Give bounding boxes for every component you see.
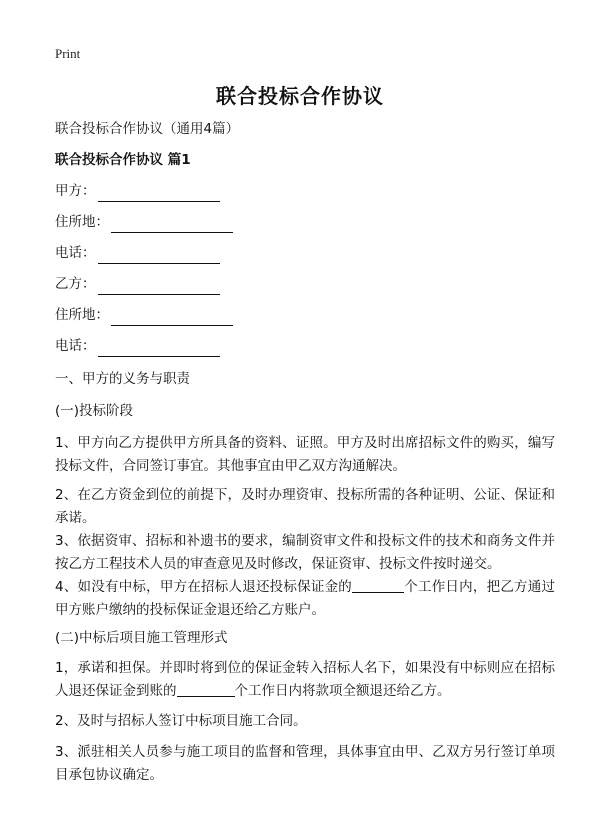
paragraph-5-part-1: 1，承诺和担保。并即时将到位的保证金转入招标人名下，如果没有中标则应在招标人退还保证金到账的 [55, 660, 555, 699]
field-label: 电话： [55, 338, 96, 354]
document-subtitle: 联合投标合作协议（通用4篇） [55, 121, 240, 137]
field-label: 乙方： [55, 276, 96, 292]
blank-line [111, 218, 233, 233]
paragraph-5 [55, 657, 555, 703]
document-title: 联合投标合作协议 [216, 84, 384, 108]
blank-line [98, 280, 220, 295]
field-party-b [55, 273, 220, 295]
paragraph-4 [55, 576, 555, 622]
field-address-b [55, 304, 233, 326]
field-party-a [55, 180, 220, 202]
paragraph-7: 3、派驻相关人员参与施工项目的监督和管理，具体事宜由甲、乙双方另行签订单项目承包协议确定。 [55, 744, 555, 783]
heading-post-award: (二)中标后项目施工管理形式 [55, 630, 228, 646]
blank-line [111, 311, 233, 326]
paragraph-2: 2、在乙方资金到位的前提下，及时办理资审、投标所需的各种证明、公证、保证和承诺。 [55, 487, 555, 526]
blank-line [98, 249, 220, 264]
blank-line [177, 682, 235, 697]
field-address-a [55, 211, 233, 233]
field-label: 住所地： [55, 307, 109, 323]
paragraph-6: 2、及时与招标人签订中标项目施工合同。 [55, 713, 307, 729]
paragraph-4-part-1: 4、如没有中标，甲方在招标人退还投标保证金的 [55, 579, 353, 595]
paragraph-1: 1、甲方向乙方提供甲方所具备的资料、证照。甲方及时出席招标文件的购买，编写投标文件，合同签订事宜。其他事宜由甲乙双方沟通解决。 [55, 435, 555, 474]
field-label: 住所地： [55, 214, 109, 230]
paragraph-4-part-2: 个工作日内，把乙方通过甲方账户缴纳的投标保证金退还给乙方账户。 [55, 579, 555, 618]
section-title: 联合投标合作协议 篇1 [55, 152, 191, 168]
heading-obligations: 一、甲方的义务与职责 [55, 371, 190, 387]
field-label: 电话： [55, 245, 96, 261]
print-label: Print [55, 46, 81, 61]
paragraph-5-part-2: 个工作日内将款项全额退还给乙方。 [234, 683, 451, 699]
paragraph-3: 3、依据资审、招标和补遗书的要求，编制资审文件和投标文件的技术和商务文件并按乙方工程技术人员的审查意见及时修改，保证资审、投标文件按时递交。 [55, 533, 555, 572]
field-phone-b [55, 335, 220, 357]
blank-line [352, 578, 404, 593]
heading-bidding-stage: (一)投标阶段 [55, 403, 134, 419]
blank-line [98, 342, 220, 357]
blank-line [98, 187, 220, 202]
field-label: 甲方： [55, 183, 96, 199]
field-phone-a [55, 242, 220, 264]
